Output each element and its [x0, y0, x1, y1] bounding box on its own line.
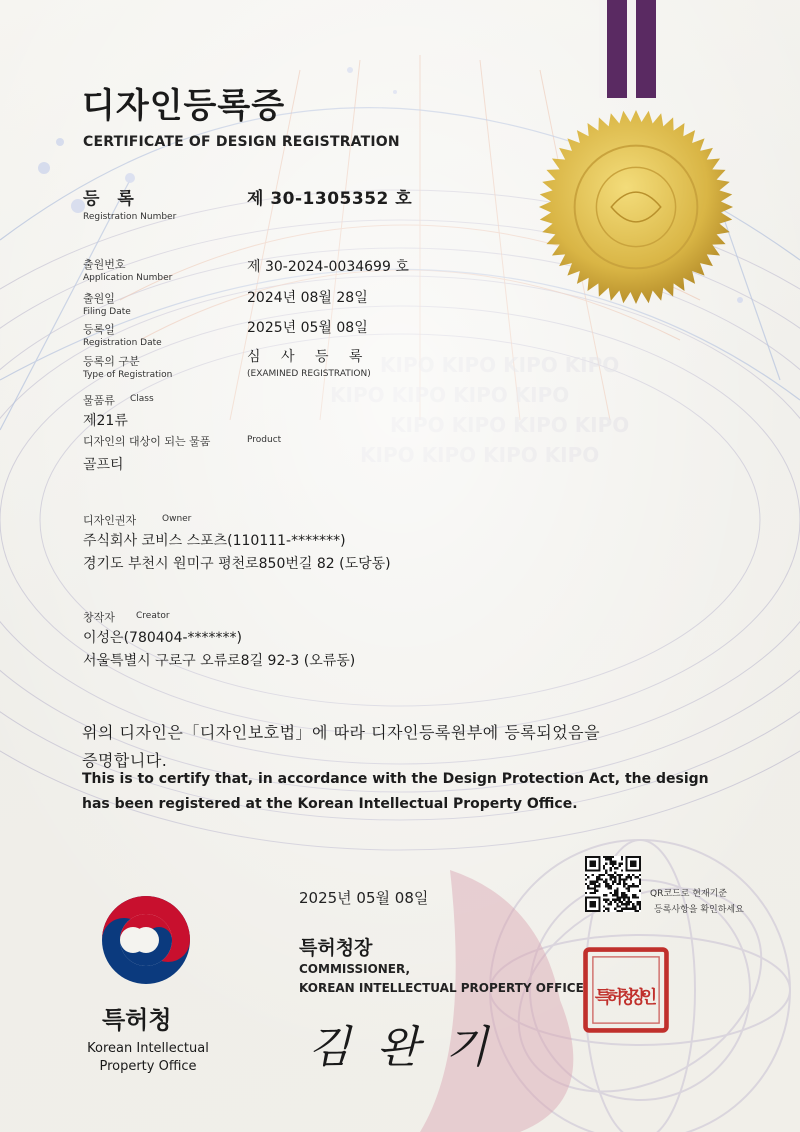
certificate-subtitle: CERTIFICATE OF DESIGN REGISTRATION	[83, 134, 400, 150]
owner-label: 디자인권자	[83, 514, 137, 527]
qr-note-line1: QR코드로 현재기준	[650, 889, 728, 899]
commissioner-title-en-line1: COMMISSIONER,	[299, 962, 411, 976]
application-number: 제 30-2024-0034699 호	[247, 259, 409, 275]
commissioner-title-en-line2: KOREAN INTELLECTUAL PROPERTY OFFICE	[299, 981, 584, 995]
signature-text: 김 완 기	[308, 1022, 488, 1073]
registration-label-en: Registration Number	[83, 212, 177, 222]
qr-code[interactable]	[585, 856, 641, 912]
office-name: 특허청	[102, 1006, 172, 1034]
class-label-en: Class	[130, 394, 154, 404]
creator-address: 서울특별시 구로구 오류로8길 92-3 (오류동)	[83, 653, 356, 669]
statement-en-line1: This is to certify that, in accordance with the Design Protection Act, the design	[82, 771, 709, 787]
qr-note-line2: 등록사항을 확인하세요	[654, 905, 744, 915]
filing-date: 2024년 08월 28일	[247, 290, 368, 306]
creator-label-en: Creator	[136, 611, 170, 621]
owner-label-en: Owner	[162, 514, 192, 524]
issue-date: 2025년 05월 08일	[299, 889, 429, 907]
office-name-en-line1: Korean Intellectual	[87, 1041, 209, 1056]
application-label-en: Application Number	[83, 273, 173, 283]
ribbon-stripe	[636, 0, 656, 98]
registration-number: 제 30-1305352 호	[247, 189, 413, 209]
registration-type: 심 사 등 록	[247, 349, 371, 365]
statement-ko-line2: 증명합니다.	[82, 751, 168, 770]
owner-address: 경기도 부천시 원미구 평천로850번길 82 (도당동)	[83, 556, 391, 572]
registration-type-label: 등록의 구분	[83, 355, 140, 368]
commissioner-signature	[298, 1010, 508, 1080]
class-value: 제21류	[83, 413, 128, 429]
ribbon-stripe	[607, 0, 627, 98]
kipo-taegeuk-logo-icon	[96, 890, 196, 990]
ribbon-stripe	[599, 0, 607, 98]
gold-seal-icon	[537, 108, 735, 306]
registration-date-label: 등록일	[83, 323, 115, 336]
seal-text: 특허청장인	[594, 987, 658, 1008]
product-value: 골프티	[83, 457, 124, 473]
creator-label: 창작자	[83, 611, 115, 624]
product-label-en: Product	[247, 435, 282, 445]
owner-name: 주식회사 코비스 스포츠(110111-*******)	[83, 533, 346, 549]
registration-label: 등 록	[83, 189, 140, 209]
registration-type-en: (EXAMINED REGISTRATION)	[247, 369, 371, 379]
office-name-en-line2: Property Office	[99, 1059, 197, 1074]
class-label: 물품류	[83, 394, 115, 407]
registration-date: 2025년 05월 08일	[247, 320, 368, 336]
statement-ko-line1: 위의 디자인은「디자인보호법」에 따라 디자인등록원부에 등록되었음을	[82, 723, 601, 742]
statement-en-line2: has been registered at the Korean Intellectual Property Office.	[82, 796, 578, 812]
official-seal-stamp	[580, 944, 672, 1036]
application-label: 출원번호	[83, 258, 126, 271]
product-label: 디자인의 대상이 되는 물품	[83, 435, 211, 448]
registration-type-label-en: Type of Registration	[83, 370, 173, 380]
filing-date-label-en: Filing Date	[83, 307, 131, 317]
ribbon-stripe	[627, 0, 636, 98]
filing-date-label: 출원일	[83, 292, 115, 305]
creator-name: 이성은(780404-*******)	[83, 630, 242, 646]
certificate-title: 디자인등록증	[82, 86, 286, 126]
commissioner-title: 특허청장	[299, 937, 373, 959]
registration-date-label-en: Registration Date	[83, 338, 162, 348]
